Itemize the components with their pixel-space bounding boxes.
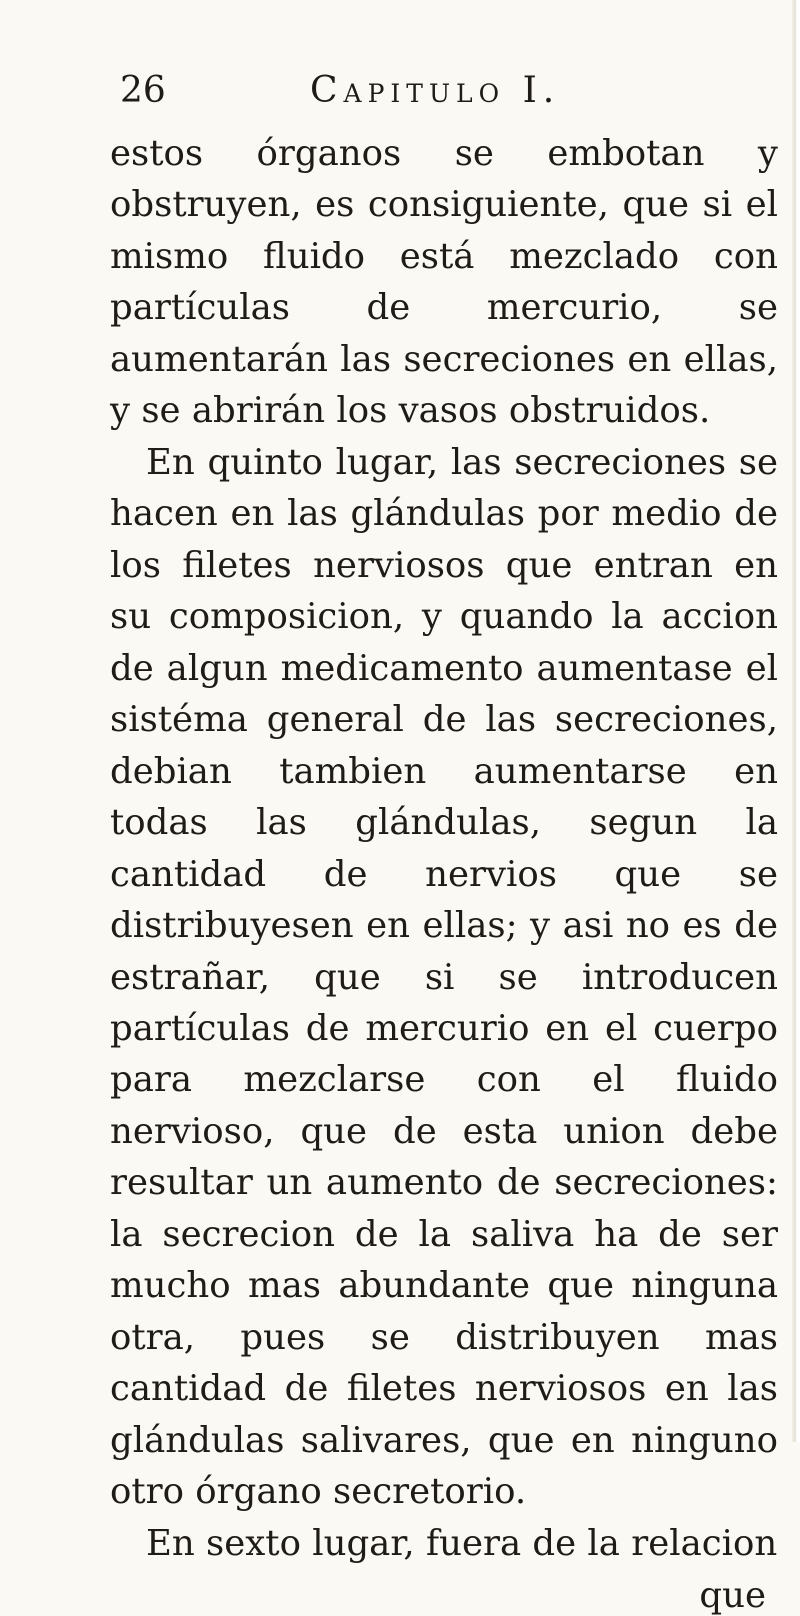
catchword: que <box>699 1575 766 1616</box>
running-head: Capitulo I. <box>310 70 561 111</box>
paragraph-sexto-lugar: En sexto lugar, fuera de la relacion <box>146 1522 778 1564</box>
page-edge <box>792 0 800 1442</box>
page-number: 26 <box>120 70 166 111</box>
body-text <box>110 128 778 1569</box>
paragraph-quinto-lugar: En quinto lugar, las secreciones se hacen en las glándulas por medio de los filetes nerviosos que entran en su composicion, y quando la accion de algun medicamento aumentase el sistéma general de las secreciones, debian tambien aumentarse en todas las glándulas, segun la cantidad de nervios que se distribuyesen en ellas; y asi no es de estrañar, que si se introducen partículas de mercurio en el cuerpo para mezclarse con el fluido nervioso, que de esta union debe resultar un aumento de secreciones: la secrecion de la saliva ha de ser mucho mas abundante que ninguna otra, pues se distribuyen mas cantidad de filetes nerviosos en las glándulas salivares, que en ninguno otro órgano secretorio. <box>110 441 778 1513</box>
page-header <box>110 70 778 122</box>
paragraph-continuation: estos órganos se embotan y obstruyen, es consiguiente, que si el mismo fluido está mezclado con partículas de mercurio, se aumentarán las secreciones en ellas, y se abrirán los vasos obstruidos. <box>110 133 778 432</box>
book-page <box>110 70 778 1616</box>
